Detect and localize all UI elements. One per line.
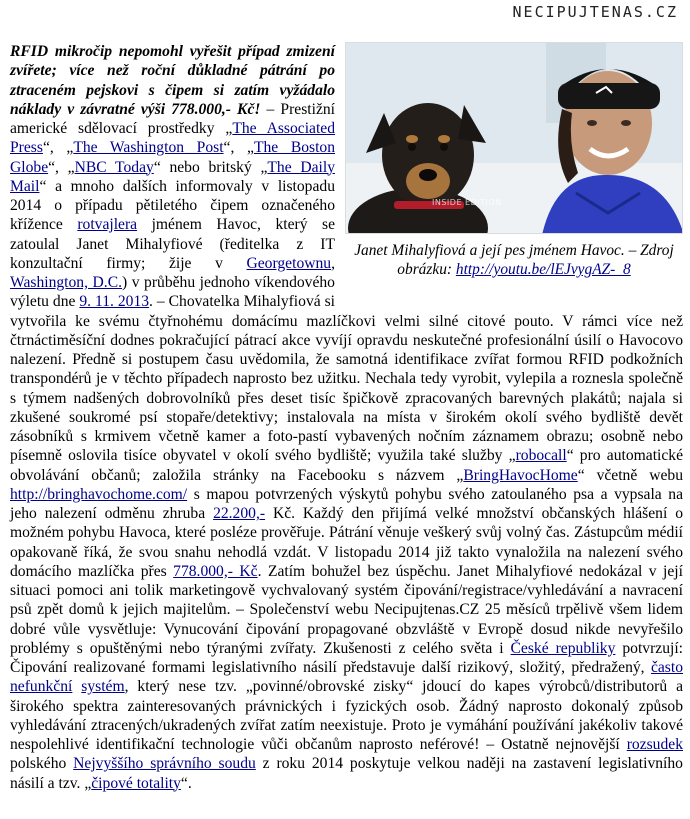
- article-photo: [345, 42, 683, 234]
- link-boston-globe[interactable]: The Boston Globe: [10, 139, 336, 176]
- text-run: “ pro automatické obvolávání občanů; založila stránky na Facebooku s názvem „: [10, 447, 683, 484]
- text-run: “ nebo britský „: [153, 158, 268, 176]
- site-name: NECIPUJTENAS.CZ: [512, 3, 678, 21]
- text-run: , který nese tzv. „povinné/obrovské zisky“ jdoucí do kapes výrobců/distributorů a širokého spektra zainteresovaných právnických i fyzických osob. Žádný naprosto dokonalý způsob vyhledávání ztracených/ukradených zvířat zatím neexistuje. Proto je vymáhání používání jakékoliv takové nespolehlivé identifikační technologie vůči občanům naprosto neférové! – Ostatně nejnovější: [10, 678, 683, 753]
- photo-caption: [345, 241, 683, 279]
- text-run: “.: [180, 774, 192, 792]
- link-reward[interactable]: 22.200,-: [213, 505, 266, 522]
- link-system[interactable]: systém: [81, 678, 125, 696]
- text-run: ) v průběhu jednoho víkendového výletu dne: [10, 274, 335, 311]
- link-rozsudek[interactable]: rozsudek: [626, 736, 683, 753]
- link-total-cost[interactable]: 778.000,- Kč: [173, 562, 258, 580]
- link-daily-mail[interactable]: The Daily Mail: [10, 158, 335, 195]
- caption-text: Janet Mihalyfiová a její pes jménem Havoc. – Zdroj obrázku:: [354, 242, 674, 278]
- link-cipove-totality[interactable]: čipové totality: [91, 774, 181, 792]
- text-run: – Prestižní americké sdělovací prostředky „: [10, 100, 335, 137]
- link-washington-dc[interactable]: Washington, D.C.: [10, 274, 122, 291]
- text-run: “ a mnoho dalších informovaly v listopadu 2014 o případu pětiletého čipem označeného křížence: [10, 177, 335, 234]
- photo-watermark: INSIDE EDITION: [432, 198, 502, 207]
- text-run: s mapou potvrzených výskytů pohybu svého zatoulaného psa a vypsala na jeho nalezení odměnu zhruba: [10, 485, 683, 522]
- link-georgetown[interactable]: Georgetownu: [246, 254, 332, 272]
- text-run: . – Chovatelka Mihalyfiová si vytvořila ke svému čtyřnohému domácímu mazlíčkovi velmi silné citové pouto. V rámci více než čtrnáctiměsíční dodnes pokračující pátrací akce vyvíjí opravdu neskutečné profesionální úsilí o Havocovo nalezení. Předně si postupem času uvědomila, že samotná identifikace zvířat formou RFID podkožních transpondérů je v těchto případech naprosto bez užitku. Nechala tedy vyrobit, vylepila a roznesla společně s týmem nadšených dobrovolníků přes deset tisíc špičkově zpracovaných barevných plakátů; najala si zkušené soukromé psí stopaře/detektivy; instalovala na místa v širokém okolí svého bydliště devět zásobníků s krmivem včetně kamer a foto-pastí vybavených nočním záznamem obrazu; osobně nebo písemně oslovila tisíce obyvatel v okolí svého bydliště; využila také služby „: [10, 293, 683, 465]
- link-washington-post[interactable]: The Washington Post: [73, 139, 224, 157]
- link-robocall[interactable]: robocall: [515, 447, 567, 465]
- text-run: “, „: [48, 158, 75, 176]
- link-rotvajler[interactable]: rotvajlera: [77, 216, 138, 234]
- text-run: “, „: [42, 139, 74, 157]
- text-run: “ včetně webu: [577, 466, 684, 484]
- link-associated-press[interactable]: The Associated Press: [10, 120, 336, 157]
- article-body: [10, 42, 683, 793]
- text-run: . Zatím bohužel bez úspěchu. Janet Mihalyfiové nedokázal v její situaci pomoci ani tolik marketingově vychvalovaný systém čipování/registrace/vyhledávání a navracení psů zpět domů k jejich majitelům. – Společenství webu Necipujtenas.CZ 25 měsíců trpělivě všem lidem dobré vůle vysvětluje: Vynucování čipování propagované obzvláště v Evropě dosud nikde nevyřešilo problémy s opuštěnými nebo týranými zvířaty. Zkušenosti z celého světa i: [10, 562, 683, 657]
- text-run: [72, 678, 81, 695]
- link-bringhavochome-facebook[interactable]: BringHavocHome: [463, 466, 578, 484]
- text-run: “, „: [223, 139, 254, 157]
- text-run: z roku 2014 poskytuje velkou naději na zastavení legislativního násilí a tzv. „: [10, 755, 683, 792]
- article-figure: [345, 42, 683, 307]
- text-run: polského: [10, 755, 74, 773]
- article-lead: RFID mikročip nepomohl vyřešit případ zmizení zvířete; více než roční důkladné pátrání po ztraceném pejskovi s čipem si zatím vyžádalo náklady v závratné výši 778.000,- Kč!: [10, 43, 335, 118]
- text-run: jménem Havoc, který se zatoulal Janet Mihalyfiové (ředitelka z IT konzultační firmy; žije v: [10, 216, 336, 272]
- link-date[interactable]: 9. 11. 2013: [79, 293, 150, 311]
- link-ceska-republika[interactable]: České republiky: [510, 639, 616, 657]
- text-run: ,: [331, 254, 335, 272]
- link-bringhavochome-web[interactable]: http://bringhavochome.com/: [10, 485, 188, 503]
- caption-source-link[interactable]: http://youtu.be/lEJvygAZ-_8: [455, 261, 631, 278]
- text-run: potvrzují: Čipování realizované formami legislativního násilí představuje další rizikový, složitý, předražený,: [10, 639, 683, 676]
- link-nejvyssi-spravni-soud[interactable]: Nejvyššího správního soudu: [73, 755, 256, 773]
- link-casto-nefunkcni[interactable]: často nefunkční: [10, 659, 683, 696]
- text-run: Kč. Každý den přijímá velké množství občanských hlášení o možném pohybu Havoca, které posléze prověřuje. Pátrání věnuje veškerý svůj volný čas. Zástupcům médií opakovaně říká, že svou snahu nehodlá vzdát. V listopadu 2014 již takto vynaložila na nalezení svého domácího mazlíčka přes: [10, 505, 683, 580]
- link-nbc-today[interactable]: NBC Today: [74, 158, 154, 176]
- photo-illustration: [346, 43, 683, 234]
